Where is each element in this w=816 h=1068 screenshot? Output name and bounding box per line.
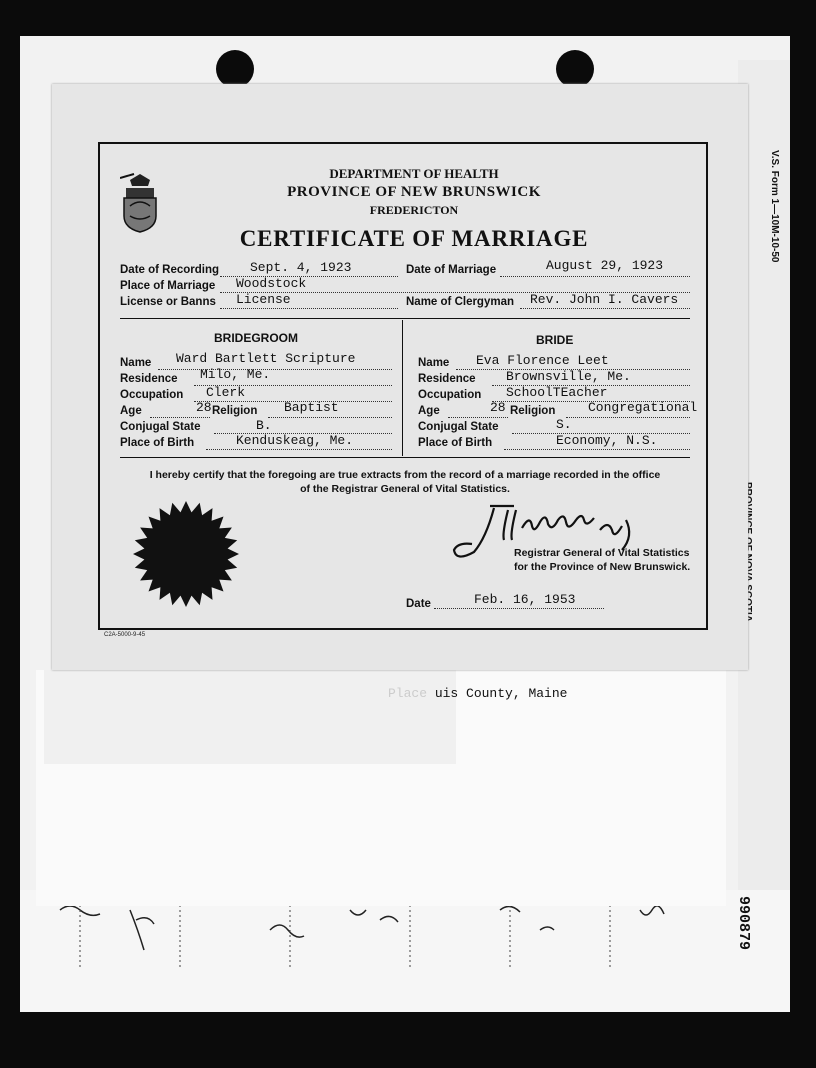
bride-age-label: Age xyxy=(418,405,440,417)
date-of-recording-label: Date of Recording xyxy=(120,264,220,276)
groom-name-label: Name xyxy=(120,357,152,369)
groom-residence-label: Residence xyxy=(120,373,178,385)
field-line xyxy=(158,369,392,370)
groom-birthplace-value: Kenduskeag, Me. xyxy=(236,433,354,448)
bride-age-value: 28 xyxy=(490,400,506,415)
bride-conjugal-value: S. xyxy=(556,417,572,432)
bride-birthplace-label: Place of Birth xyxy=(418,437,493,449)
overlay-paper-patch xyxy=(44,670,456,764)
issue-date-value: Feb. 16, 1953 xyxy=(474,592,576,607)
field-line xyxy=(448,417,508,418)
side-form-label: V.S. Form 1—10M-10-50 xyxy=(769,150,780,263)
bride-conjugal-label: Conjugal State xyxy=(418,421,499,433)
seal-starburst xyxy=(133,501,239,607)
bride-occupation-label: Occupation xyxy=(418,389,482,401)
groom-conjugal-value: B. xyxy=(256,418,272,433)
field-line xyxy=(504,449,690,450)
field-line xyxy=(206,449,392,450)
bride-heading: BRIDE xyxy=(536,333,574,347)
date-of-recording-value: Sept. 4, 1923 xyxy=(250,260,352,275)
province-heading: PROVINCE OF NEW BRUNSWICK xyxy=(287,184,541,200)
section-rule-bottom xyxy=(120,457,690,458)
county-faint-text: Place xyxy=(388,686,428,701)
county-text xyxy=(388,686,567,701)
groom-birthplace-label: Place of Birth xyxy=(120,437,195,449)
lower-record-sheet xyxy=(20,890,790,1012)
field-line xyxy=(434,608,604,609)
place-of-marriage-label: Place of Marriage xyxy=(120,280,216,292)
certification-line-2: of the Registrar General of Vital Statistics. xyxy=(300,483,510,495)
registrar-title: Registrar General of Vital Statistics xyxy=(514,547,690,559)
groom-age-value: 28 xyxy=(196,400,212,415)
registrar-province: for the Province of New Brunswick. xyxy=(514,561,691,573)
bride-religion-value: Congregational xyxy=(588,400,698,415)
bridegroom-heading: BRIDEGROOM xyxy=(214,331,298,345)
bride-residence-value: Brownsville, Me. xyxy=(506,369,631,384)
field-line xyxy=(520,308,690,309)
form-code: C2A-5000-9-45 xyxy=(104,632,146,638)
punch-hole-right xyxy=(556,50,594,88)
clergyman-label: Name of Clergyman xyxy=(406,296,515,308)
field-line xyxy=(220,308,398,309)
county-visible-text: uis County, Maine xyxy=(434,686,568,701)
issue-date-label: Date xyxy=(406,598,431,610)
groom-occupation-value: Clerk xyxy=(206,385,246,400)
groom-religion-label: Religion xyxy=(212,405,258,417)
bride-name-label: Name xyxy=(418,357,450,369)
official-seal-icon xyxy=(132,500,240,608)
certificate-title: CERTIFICATE OF MARRIAGE xyxy=(239,226,589,251)
bride-occupation-value: SchoolTEacher xyxy=(506,385,608,400)
license-value: License xyxy=(236,292,291,307)
section-divider xyxy=(402,320,403,456)
groom-residence-value: Milo, Me. xyxy=(200,367,271,382)
document-number: 990879 xyxy=(735,896,752,951)
department-heading: DEPARTMENT OF HEALTH xyxy=(329,166,499,181)
punch-hole-left xyxy=(216,50,254,88)
field-line xyxy=(566,417,690,418)
section-rule-top xyxy=(120,318,690,319)
place-of-marriage-value: Woodstock xyxy=(236,276,307,291)
groom-age-label: Age xyxy=(120,405,142,417)
bride-birthplace-value: Economy, N.S. xyxy=(556,433,658,448)
field-line xyxy=(150,417,210,418)
license-label: License or Banns xyxy=(120,296,216,308)
groom-name-value: Ward Bartlett Scripture xyxy=(176,351,356,366)
date-of-marriage-value: August 29, 1923 xyxy=(546,258,664,273)
groom-religion-value: Baptist xyxy=(284,400,339,415)
certification-statement xyxy=(140,468,670,496)
groom-conjugal-label: Conjugal State xyxy=(120,421,201,433)
lower-sheet-handwriting xyxy=(20,890,790,1012)
bride-religion-label: Religion xyxy=(510,405,556,417)
certification-line-1: I hereby certify that the foregoing are true extracts from the record of a marriage recorded in the office xyxy=(149,469,661,481)
groom-occupation-label: Occupation xyxy=(120,389,184,401)
date-of-marriage-label: Date of Marriage xyxy=(406,264,497,276)
bride-name-value: Eva Florence Leet xyxy=(476,353,609,368)
field-line xyxy=(500,276,690,277)
clergyman-value: Rev. John I. Cavers xyxy=(530,292,679,307)
city-heading: FREDERICTON xyxy=(369,203,459,217)
bride-residence-label: Residence xyxy=(418,373,476,385)
field-line xyxy=(268,417,392,418)
